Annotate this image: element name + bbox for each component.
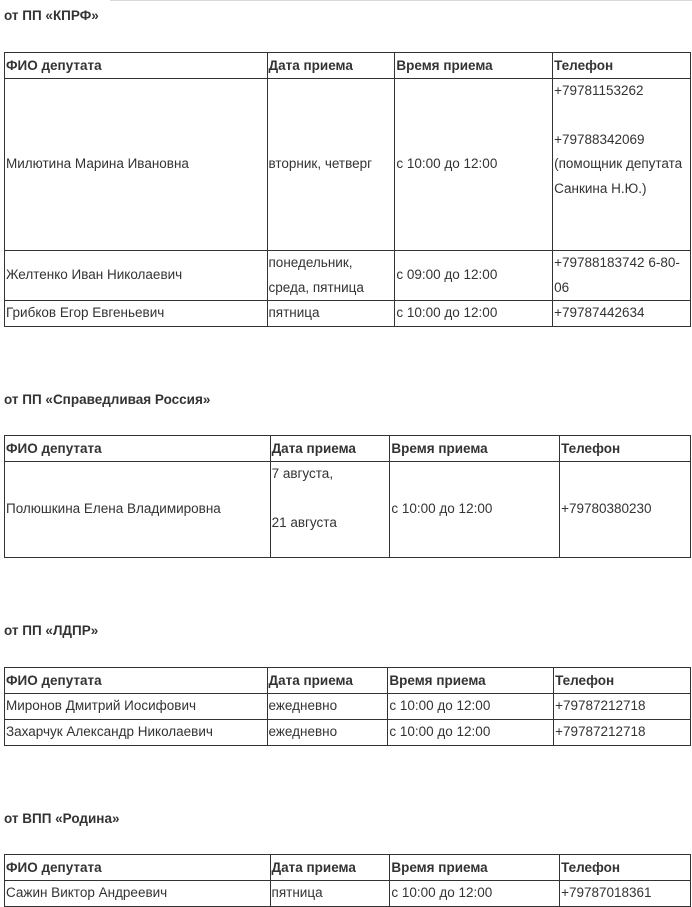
column-header-name: ФИО депутата bbox=[5, 436, 271, 462]
date-gap bbox=[272, 487, 390, 511]
section-rodina bbox=[4, 809, 692, 901]
date-line: 7 августа, bbox=[271, 466, 334, 481]
column-header-name: ФИО депутата bbox=[5, 53, 268, 79]
deputies-table-kprf bbox=[4, 52, 691, 327]
cell-phone: +79780380230 bbox=[560, 462, 691, 558]
table-header-row bbox=[5, 855, 691, 881]
cell-name: Полюшкина Елена Владимировна bbox=[5, 462, 271, 558]
cell-time: с 10:00 до 12:00 bbox=[388, 720, 554, 746]
cell-name: Сажин Виктор Андреевич bbox=[5, 881, 271, 907]
table-header-row bbox=[5, 53, 691, 79]
section-spravedlivaya-rossiya bbox=[4, 390, 692, 530]
section-heading: от ВПП «Родина» bbox=[4, 811, 120, 826]
section-heading: от ПП «Справедливая Россия» bbox=[4, 392, 211, 407]
cell-name: Захарчук Александр Николаевич bbox=[5, 720, 268, 746]
column-header-name: ФИО депутата bbox=[5, 668, 268, 694]
column-header-date: Дата приема bbox=[270, 436, 390, 462]
cell-date: вторник, четверг bbox=[267, 79, 395, 251]
column-header-date: Дата приема bbox=[270, 855, 390, 881]
cell-time: с 10:00 до 12:00 bbox=[395, 79, 553, 251]
table-row bbox=[5, 301, 691, 327]
column-header-time: Время приема bbox=[395, 53, 553, 79]
table-header-row bbox=[5, 668, 691, 694]
cell-phone: +79787212718 bbox=[554, 720, 691, 746]
column-header-date: Дата приема bbox=[267, 668, 388, 694]
table-row bbox=[5, 462, 691, 558]
cell-date: пятница bbox=[267, 301, 395, 327]
cell-phone: +79787442634 bbox=[553, 301, 691, 327]
deputies-table-sr bbox=[4, 435, 691, 558]
column-header-phone: Телефон bbox=[553, 53, 691, 79]
table-row bbox=[5, 251, 691, 301]
cell-phone bbox=[553, 79, 691, 251]
section-ldpr bbox=[4, 621, 692, 740]
cell-phone: +79788183742 6-80-06 bbox=[553, 251, 691, 301]
phone-line: +79788342069 (помощник депутата Санкина Н.Ю.) bbox=[554, 131, 683, 196]
cell-phone: +79787018361 bbox=[560, 881, 691, 907]
column-header-time: Время приема bbox=[388, 668, 554, 694]
cell-date bbox=[270, 462, 390, 558]
cell-name: Миронов Дмитрий Иосифович bbox=[5, 694, 268, 720]
section-kprf bbox=[4, 6, 692, 321]
cell-name: Грибков Егор Евгеньевич bbox=[5, 301, 268, 327]
column-header-time: Время приема bbox=[390, 436, 560, 462]
deputies-table-ldpr bbox=[4, 667, 691, 746]
table-row bbox=[5, 881, 691, 907]
section-heading: от ПП «КПРФ» bbox=[4, 8, 99, 23]
phone-gap bbox=[554, 104, 690, 128]
date-line: 21 августа bbox=[271, 514, 337, 530]
top-divider bbox=[110, 0, 692, 1]
table-row bbox=[5, 694, 691, 720]
phone-line: +79781153262 bbox=[554, 83, 644, 98]
cell-time: с 10:00 до 12:00 bbox=[395, 301, 553, 327]
cell-time: с 10:00 до 12:00 bbox=[388, 694, 554, 720]
cell-name: Желтенко Иван Николаевич bbox=[5, 251, 268, 301]
column-header-name: ФИО депутата bbox=[5, 855, 271, 881]
section-heading: от ПП «ЛДПР» bbox=[4, 623, 99, 638]
deputies-table-rodina bbox=[4, 854, 691, 907]
cell-name: Милютина Марина Ивановна bbox=[5, 79, 268, 251]
cell-date: пятница bbox=[270, 881, 390, 907]
column-header-date: Дата приема bbox=[267, 53, 395, 79]
column-header-time: Время приема bbox=[390, 855, 560, 881]
cell-time: с 10:00 до 12:00 bbox=[390, 881, 560, 907]
cell-time: с 09:00 до 12:00 bbox=[395, 251, 553, 301]
cell-date: ежедневно bbox=[267, 720, 388, 746]
cell-date: ежедневно bbox=[267, 694, 388, 720]
column-header-phone: Телефон bbox=[560, 855, 691, 881]
cell-date: понедельник, среда, пятница bbox=[267, 251, 395, 301]
table-row bbox=[5, 79, 691, 251]
column-header-phone: Телефон bbox=[560, 436, 691, 462]
cell-phone: +79787212718 bbox=[554, 694, 691, 720]
column-header-phone: Телефон bbox=[554, 668, 691, 694]
table-row bbox=[5, 720, 691, 746]
table-header-row bbox=[5, 436, 691, 462]
cell-time: с 10:00 до 12:00 bbox=[390, 462, 560, 558]
